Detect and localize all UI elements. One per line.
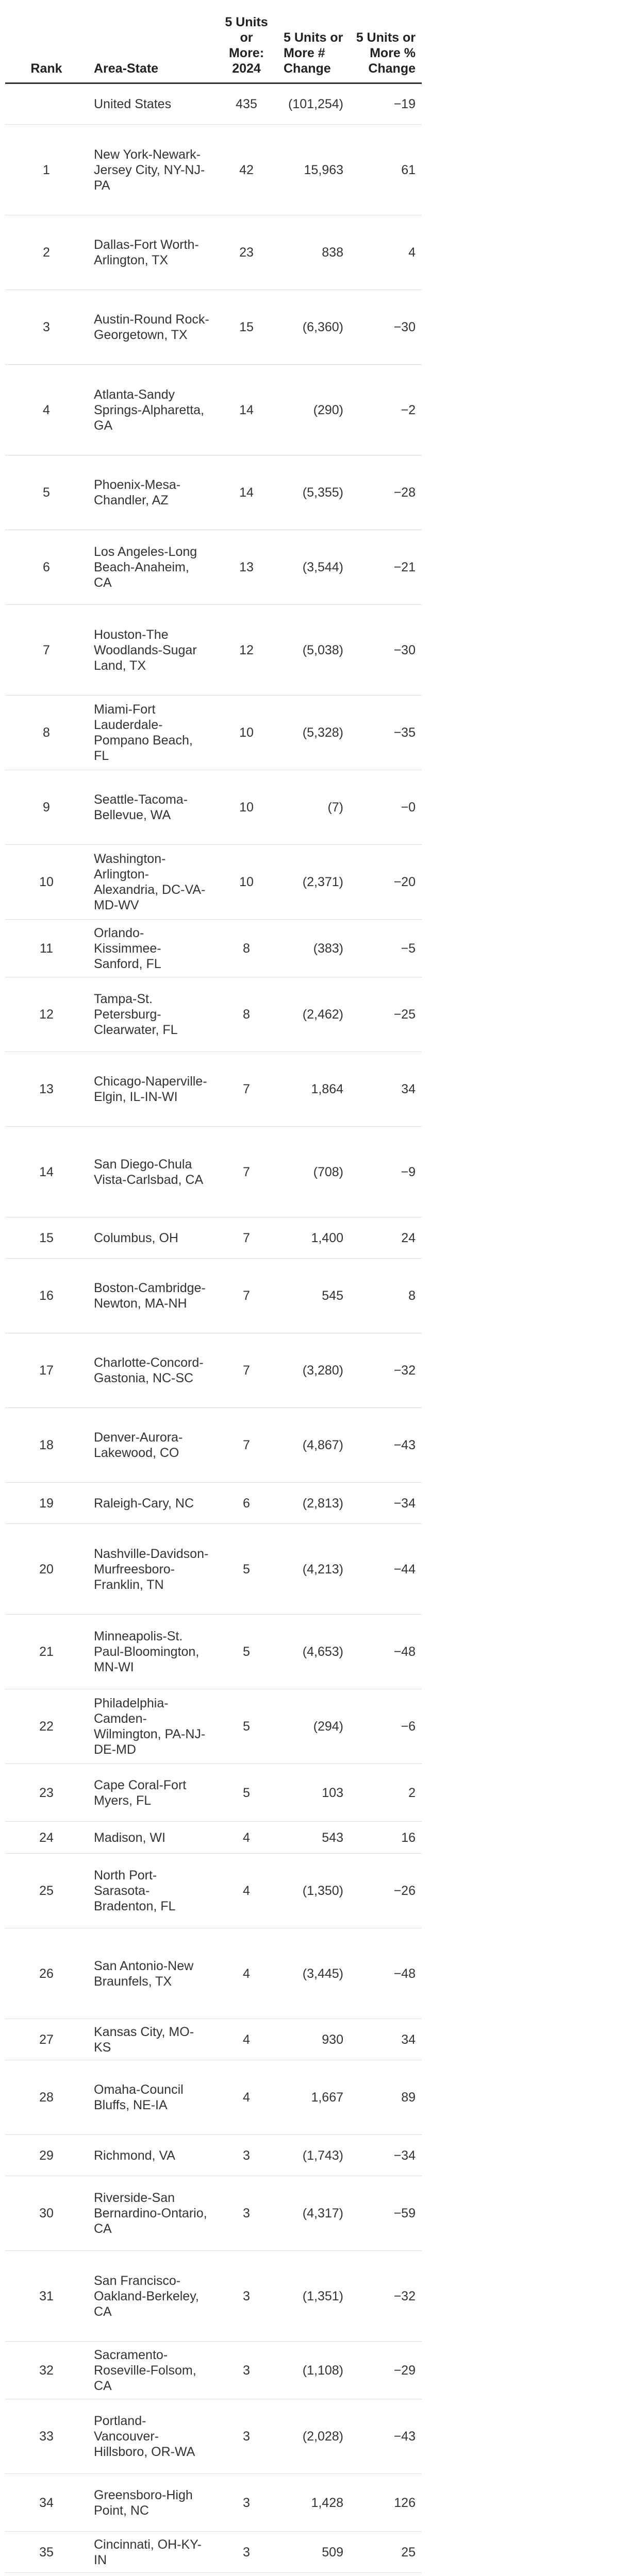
units-cell: 13 — [216, 530, 277, 605]
table-row — [5, 2176, 422, 2251]
rank-cell: 4 — [5, 365, 88, 455]
table-row — [5, 1764, 422, 1822]
change-cell: (290) — [277, 365, 350, 455]
pct-cell: −26 — [350, 1854, 422, 1928]
pct-cell: −43 — [350, 2399, 422, 2474]
pct-cell: −48 — [350, 1928, 422, 2019]
area-cell: Sacramento-Roseville-Folsom, CA — [88, 2342, 216, 2399]
units-cell: 3 — [216, 2251, 277, 2342]
table-row — [5, 2573, 422, 2576]
change-cell: (3,280) — [277, 1333, 350, 1408]
change-cell: (5,038) — [277, 605, 350, 696]
change-cell: (5,355) — [277, 455, 350, 530]
change-cell: (4,317) — [277, 2176, 350, 2251]
pct-cell: −19 — [350, 83, 422, 125]
change-cell — [277, 2573, 350, 2576]
area-cell: United States — [88, 83, 216, 125]
table-row — [5, 845, 422, 920]
change-cell: 838 — [277, 215, 350, 290]
pct-cell: 34 — [350, 1052, 422, 1127]
permits-table — [5, 0, 422, 2576]
rank-cell: 20 — [5, 1524, 88, 1615]
rank-cell: 13 — [5, 1052, 88, 1127]
rank-cell: 27 — [5, 2019, 88, 2060]
table-row — [5, 2532, 422, 2573]
pct-cell: 8 — [350, 1259, 422, 1333]
units-cell: 23 — [216, 215, 277, 290]
table-header-row — [5, 0, 422, 83]
change-cell: (2,371) — [277, 845, 350, 920]
area-cell: San Antonio-New Braunfels, TX — [88, 1928, 216, 2019]
table-row — [5, 125, 422, 215]
rank-cell: 29 — [5, 2135, 88, 2176]
area-cell: Richmond, VA — [88, 2135, 216, 2176]
pct-cell: 4 — [350, 215, 422, 290]
table-row — [5, 455, 422, 530]
area-cell: Chicago-Naperville-Elgin, IL-IN-WI — [88, 1052, 216, 1127]
pct-cell: 2 — [350, 1764, 422, 1822]
header-change[interactable]: 5 Units or More # Change — [277, 0, 350, 83]
units-cell: 7 — [216, 1259, 277, 1333]
area-cell: Raleigh-Cary, NC — [88, 1483, 216, 1524]
pct-cell — [350, 2573, 422, 2576]
change-cell: (1,350) — [277, 1854, 350, 1928]
rank-cell: 28 — [5, 2060, 88, 2135]
change-cell: 543 — [277, 1822, 350, 1854]
table-row — [5, 1822, 422, 1854]
pct-cell: −25 — [350, 977, 422, 1052]
rank-cell: 7 — [5, 605, 88, 696]
area-cell: Orlando-Kissimmee-Sanford, FL — [88, 920, 216, 977]
change-cell: (2,028) — [277, 2399, 350, 2474]
area-cell: Miami-Fort Lauderdale-Pompano Beach, FL — [88, 696, 216, 770]
table-row — [5, 2135, 422, 2176]
table-row — [5, 2342, 422, 2399]
pct-cell: 61 — [350, 125, 422, 215]
rank-cell: 31 — [5, 2251, 88, 2342]
rank-cell: 6 — [5, 530, 88, 605]
area-cell: New York-Newark-Jersey City, NY-NJ-PA — [88, 125, 216, 215]
units-cell: 4 — [216, 2060, 277, 2135]
pct-cell: −32 — [350, 1333, 422, 1408]
table-row — [5, 977, 422, 1052]
table-row — [5, 1217, 422, 1259]
area-cell: Kansas City, MO-KS — [88, 2019, 216, 2060]
units-cell: 5 — [216, 1524, 277, 1615]
change-cell: 930 — [277, 2019, 350, 2060]
rank-cell: 14 — [5, 1127, 88, 1217]
table-row — [5, 605, 422, 696]
change-cell: (4,653) — [277, 1615, 350, 1689]
area-cell: Portland-Vancouver-Hillsboro, OR-WA — [88, 2399, 216, 2474]
change-cell: (1,351) — [277, 2251, 350, 2342]
units-cell: 3 — [216, 2399, 277, 2474]
area-cell: Charlotte-Concord-Gastonia, NC-SC — [88, 1333, 216, 1408]
area-cell: Los Angeles-Long Beach-Anaheim, CA — [88, 530, 216, 605]
change-cell: (1,108) — [277, 2342, 350, 2399]
pct-cell: −44 — [350, 1524, 422, 1615]
rank-cell: 17 — [5, 1333, 88, 1408]
units-cell: 42 — [216, 125, 277, 215]
pct-cell: −59 — [350, 2176, 422, 2251]
change-cell: 15,963 — [277, 125, 350, 215]
table-row — [5, 290, 422, 365]
rank-cell: 15 — [5, 1217, 88, 1259]
area-cell: Nashville-Davidson-Murfreesboro-Franklin, TN — [88, 1524, 216, 1615]
pct-cell: −34 — [350, 2135, 422, 2176]
pct-cell: −28 — [350, 455, 422, 530]
change-cell: (7) — [277, 770, 350, 845]
change-cell: 103 — [277, 1764, 350, 1822]
change-cell: 1,864 — [277, 1052, 350, 1127]
change-cell: 1,400 — [277, 1217, 350, 1259]
rank-cell: 22 — [5, 1689, 88, 1764]
rank-cell: 19 — [5, 1483, 88, 1524]
pct-cell: −48 — [350, 1615, 422, 1689]
units-cell: 12 — [216, 605, 277, 696]
pct-cell: −5 — [350, 920, 422, 977]
rank-cell: 5 — [5, 455, 88, 530]
change-cell: (2,813) — [277, 1483, 350, 1524]
table-row — [5, 83, 422, 125]
rank-cell: 10 — [5, 845, 88, 920]
units-cell: 14 — [216, 455, 277, 530]
rank-cell: 35 — [5, 2532, 88, 2573]
area-cell: San Francisco-Oakland-Berkeley, CA — [88, 2251, 216, 2342]
rank-cell: 1 — [5, 125, 88, 215]
pct-cell: −9 — [350, 1127, 422, 1217]
area-cell: Tampa-St. Petersburg-Clearwater, FL — [88, 977, 216, 1052]
rank-cell: 32 — [5, 2342, 88, 2399]
area-cell: Cincinnati, OH-KY-IN — [88, 2532, 216, 2573]
area-cell: Madison, WI — [88, 1822, 216, 1854]
rank-cell: 21 — [5, 1615, 88, 1689]
change-cell: (4,213) — [277, 1524, 350, 1615]
units-cell: 6 — [216, 1483, 277, 1524]
units-cell: 8 — [216, 920, 277, 977]
area-cell: Austin-Round Rock-Georgetown, TX — [88, 290, 216, 365]
units-cell: 15 — [216, 290, 277, 365]
change-cell: (383) — [277, 920, 350, 977]
units-cell: 10 — [216, 845, 277, 920]
pct-cell: −30 — [350, 290, 422, 365]
header-pct[interactable]: 5 Units or More % Change — [350, 0, 422, 83]
pct-cell: 25 — [350, 2532, 422, 2573]
table-row — [5, 1333, 422, 1408]
area-cell: Atlanta-Sandy Springs-Alpharetta, GA — [88, 365, 216, 455]
table-row — [5, 1408, 422, 1483]
table-row — [5, 1689, 422, 1764]
table-row — [5, 1524, 422, 1615]
pct-cell: 34 — [350, 2019, 422, 2060]
change-cell: (294) — [277, 1689, 350, 1764]
area-cell: Boston-Cambridge-Newton, MA-NH — [88, 1259, 216, 1333]
table-row — [5, 2019, 422, 2060]
units-cell: 10 — [216, 696, 277, 770]
table-row — [5, 1483, 422, 1524]
rank-cell: 2 — [5, 215, 88, 290]
pct-cell: 16 — [350, 1822, 422, 1854]
area-cell: Philadelphia-Camden-Wilmington, PA-NJ-DE-MD — [88, 1689, 216, 1764]
pct-cell: −21 — [350, 530, 422, 605]
change-cell: 509 — [277, 2532, 350, 2573]
rank-cell: 11 — [5, 920, 88, 977]
change-cell: 1,667 — [277, 2060, 350, 2135]
area-cell: Dallas-Fort Worth-Arlington, TX — [88, 215, 216, 290]
units-cell: 7 — [216, 1052, 277, 1127]
table-row — [5, 920, 422, 977]
area-cell: Phoenix-Mesa-Chandler, AZ — [88, 455, 216, 530]
change-cell: (3,445) — [277, 1928, 350, 2019]
table-row — [5, 1854, 422, 1928]
units-cell: 435 — [216, 83, 277, 125]
table-row — [5, 770, 422, 845]
rank-cell: 25 — [5, 1854, 88, 1928]
change-cell: (6,360) — [277, 290, 350, 365]
change-cell: 545 — [277, 1259, 350, 1333]
change-cell: (2,462) — [277, 977, 350, 1052]
units-cell: 7 — [216, 1217, 277, 1259]
header-units[interactable]: 5 Units or More: 2024 — [216, 0, 277, 83]
rank-cell: 24 — [5, 1822, 88, 1854]
table-row — [5, 2474, 422, 2532]
units-cell: 3 — [216, 2135, 277, 2176]
area-cell: Omaha-Council Bluffs, NE-IA — [88, 2060, 216, 2135]
change-cell: (708) — [277, 1127, 350, 1217]
units-cell: 7 — [216, 1408, 277, 1483]
rank-cell: 3 — [5, 290, 88, 365]
area-cell: Greensboro-High Point, NC — [88, 2474, 216, 2532]
rank-cell — [5, 2573, 88, 2576]
pct-cell: 89 — [350, 2060, 422, 2135]
units-cell: 4 — [216, 1822, 277, 1854]
units-cell: 3 — [216, 2474, 277, 2532]
units-cell: 5 — [216, 1764, 277, 1822]
rank-cell: 30 — [5, 2176, 88, 2251]
rank-cell: 8 — [5, 696, 88, 770]
units-cell: 3 — [216, 2176, 277, 2251]
table-row — [5, 1259, 422, 1333]
header-area[interactable]: Area-State — [88, 0, 216, 83]
table-row — [5, 215, 422, 290]
area-cell: Minneapolis-St. Paul-Bloomington, MN-WI — [88, 1615, 216, 1689]
pct-cell: −2 — [350, 365, 422, 455]
area-cell: Columbus, OH — [88, 1217, 216, 1259]
area-cell: Houston-The Woodlands-Sugar Land, TX — [88, 605, 216, 696]
rank-cell: 26 — [5, 1928, 88, 2019]
rank-cell: 23 — [5, 1764, 88, 1822]
header-rank[interactable]: Rank — [5, 0, 88, 83]
rank-cell: 16 — [5, 1259, 88, 1333]
units-cell: 4 — [216, 1928, 277, 2019]
area-cell: Cape Coral-Fort Myers, FL — [88, 1764, 216, 1822]
pct-cell: −30 — [350, 605, 422, 696]
units-cell: 7 — [216, 1333, 277, 1408]
pct-cell: −35 — [350, 696, 422, 770]
pct-cell: −0 — [350, 770, 422, 845]
table-row — [5, 1928, 422, 2019]
table-row — [5, 2251, 422, 2342]
rank-cell: 18 — [5, 1408, 88, 1483]
units-cell: 8 — [216, 977, 277, 1052]
table-row — [5, 365, 422, 455]
units-cell — [216, 2573, 277, 2576]
table-row — [5, 2060, 422, 2135]
rank-cell: 34 — [5, 2474, 88, 2532]
area-cell: Seattle-Tacoma-Bellevue, WA — [88, 770, 216, 845]
table-row — [5, 1052, 422, 1127]
units-cell: 5 — [216, 1689, 277, 1764]
change-cell: (3,544) — [277, 530, 350, 605]
table-row — [5, 1615, 422, 1689]
area-cell: San Diego-Chula Vista-Carlsbad, CA — [88, 1127, 216, 1217]
change-cell: (1,743) — [277, 2135, 350, 2176]
area-cell: Washington-Arlington-Alexandria, DC-VA-MD-WV — [88, 845, 216, 920]
table-row — [5, 1127, 422, 1217]
units-cell: 4 — [216, 2019, 277, 2060]
units-cell: 4 — [216, 1854, 277, 1928]
units-cell: 14 — [216, 365, 277, 455]
area-cell: North Port-Sarasota-Bradenton, FL — [88, 1854, 216, 1928]
table-row — [5, 530, 422, 605]
rank-cell — [5, 83, 88, 125]
pct-cell: −43 — [350, 1408, 422, 1483]
units-cell: 7 — [216, 1127, 277, 1217]
pct-cell: −34 — [350, 1483, 422, 1524]
pct-cell: −32 — [350, 2251, 422, 2342]
rank-cell: 9 — [5, 770, 88, 845]
table-body — [5, 83, 422, 2576]
change-cell: (5,328) — [277, 696, 350, 770]
change-cell: (101,254) — [277, 83, 350, 125]
units-cell: 3 — [216, 2342, 277, 2399]
pct-cell: 24 — [350, 1217, 422, 1259]
change-cell: 1,428 — [277, 2474, 350, 2532]
area-cell: Riverside-San Bernardino-Ontario, CA — [88, 2176, 216, 2251]
pct-cell: −20 — [350, 845, 422, 920]
area-cell — [88, 2573, 216, 2576]
units-cell: 3 — [216, 2532, 277, 2573]
units-cell: 10 — [216, 770, 277, 845]
pct-cell: −29 — [350, 2342, 422, 2399]
table-row — [5, 696, 422, 770]
units-cell: 5 — [216, 1615, 277, 1689]
rank-cell: 12 — [5, 977, 88, 1052]
table-row — [5, 2399, 422, 2474]
area-cell: Denver-Aurora-Lakewood, CO — [88, 1408, 216, 1483]
change-cell: (4,867) — [277, 1408, 350, 1483]
pct-cell: −6 — [350, 1689, 422, 1764]
pct-cell: 126 — [350, 2474, 422, 2532]
rank-cell: 33 — [5, 2399, 88, 2474]
